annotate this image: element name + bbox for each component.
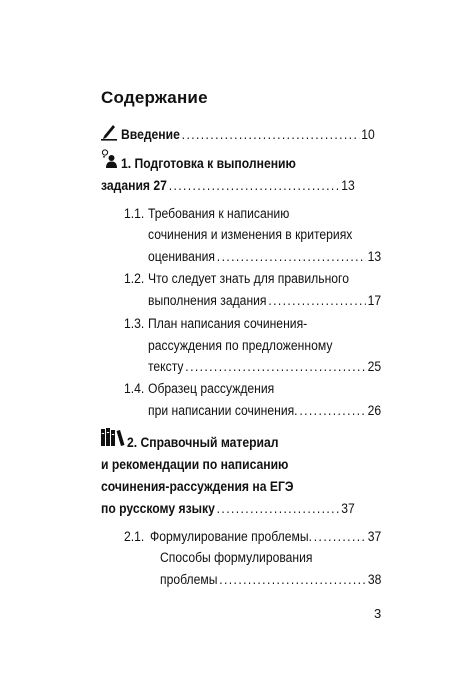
- page-number: 13: [341, 178, 355, 193]
- toc-item-text[interactable]: План написания сочинения-: [148, 316, 308, 331]
- toc-item-text[interactable]: Что следует знать для правильного: [148, 271, 349, 286]
- leader-dots: [217, 500, 340, 517]
- leader-dots: [268, 292, 365, 309]
- toc-entry-label: оценивания: [148, 249, 215, 264]
- leader-dots: [182, 126, 360, 143]
- leader-dots: [219, 571, 366, 588]
- toc-item-1-2[interactable]: [148, 292, 381, 309]
- page-number: 37: [367, 529, 382, 544]
- toc-section-2-title[interactable]: 2. Справочный материал: [127, 435, 279, 450]
- toc-subitem[interactable]: [160, 571, 381, 588]
- books-icon: [101, 428, 125, 446]
- page-number: 25: [367, 359, 382, 374]
- toc-item-number: 1.2.: [124, 271, 145, 286]
- toc-entry-label: Формулирование проблемы.: [150, 529, 312, 544]
- page-number: 13: [367, 249, 382, 264]
- toc-subitem-text[interactable]: Способы формулирования: [160, 550, 313, 565]
- toc-item-number: 1.3.: [124, 316, 145, 331]
- toc-entry-label: при написании сочинения.: [148, 403, 298, 418]
- toc-section-1[interactable]: [101, 177, 355, 194]
- toc-entry-label: по русскому языку: [101, 501, 215, 516]
- toc-item-text[interactable]: Требования к написанию: [148, 206, 290, 221]
- toc-entry-label: тексту: [148, 359, 184, 374]
- toc-entry-intro[interactable]: [121, 126, 375, 143]
- page-number: 26: [367, 403, 382, 418]
- thinking-person-icon: [101, 149, 119, 169]
- leader-dots: [185, 358, 365, 375]
- toc-section-1-title[interactable]: 1. Подготовка к выполнению: [121, 156, 296, 171]
- toc-entry-label: проблемы: [160, 572, 218, 587]
- toc-item-text[interactable]: рассуждения по предложенному: [148, 338, 333, 353]
- page-number: 17: [367, 293, 382, 308]
- toc-section-2-title[interactable]: сочинения-рассуждения на ЕГЭ: [101, 479, 294, 494]
- toc-item-number: 2.1.: [124, 529, 145, 544]
- folio-page-number: 3: [374, 606, 382, 621]
- page-title: Содержание: [101, 88, 208, 107]
- toc-item-number: 1.1.: [124, 206, 145, 221]
- leader-dots: [169, 177, 340, 194]
- page-number: 38: [367, 572, 382, 587]
- toc-item-text[interactable]: сочинения и изменения в критериях: [148, 227, 353, 242]
- toc-section-2[interactable]: [101, 500, 355, 517]
- toc-entry-label: задания 27: [101, 178, 167, 193]
- page-number: 10: [361, 127, 375, 142]
- page-number: 37: [341, 501, 355, 516]
- toc-entry-label: выполнения задания: [148, 293, 267, 308]
- toc-entry-label: Введение: [121, 127, 180, 142]
- toc-section-2-title[interactable]: и рекомендации по написанию: [101, 457, 289, 472]
- toc-item-text[interactable]: Образец рассуждения: [148, 381, 275, 396]
- toc-item-1-1[interactable]: [148, 248, 381, 265]
- leader-dots: [217, 248, 366, 265]
- toc-item-2-1[interactable]: [150, 528, 381, 545]
- toc-item-number: 1.4.: [124, 381, 145, 396]
- leader-dots: [299, 402, 365, 419]
- toc-item-1-4[interactable]: [148, 402, 381, 419]
- leader-dots: [314, 528, 366, 545]
- pen-icon: [101, 123, 117, 141]
- toc-item-1-3[interactable]: [148, 358, 381, 375]
